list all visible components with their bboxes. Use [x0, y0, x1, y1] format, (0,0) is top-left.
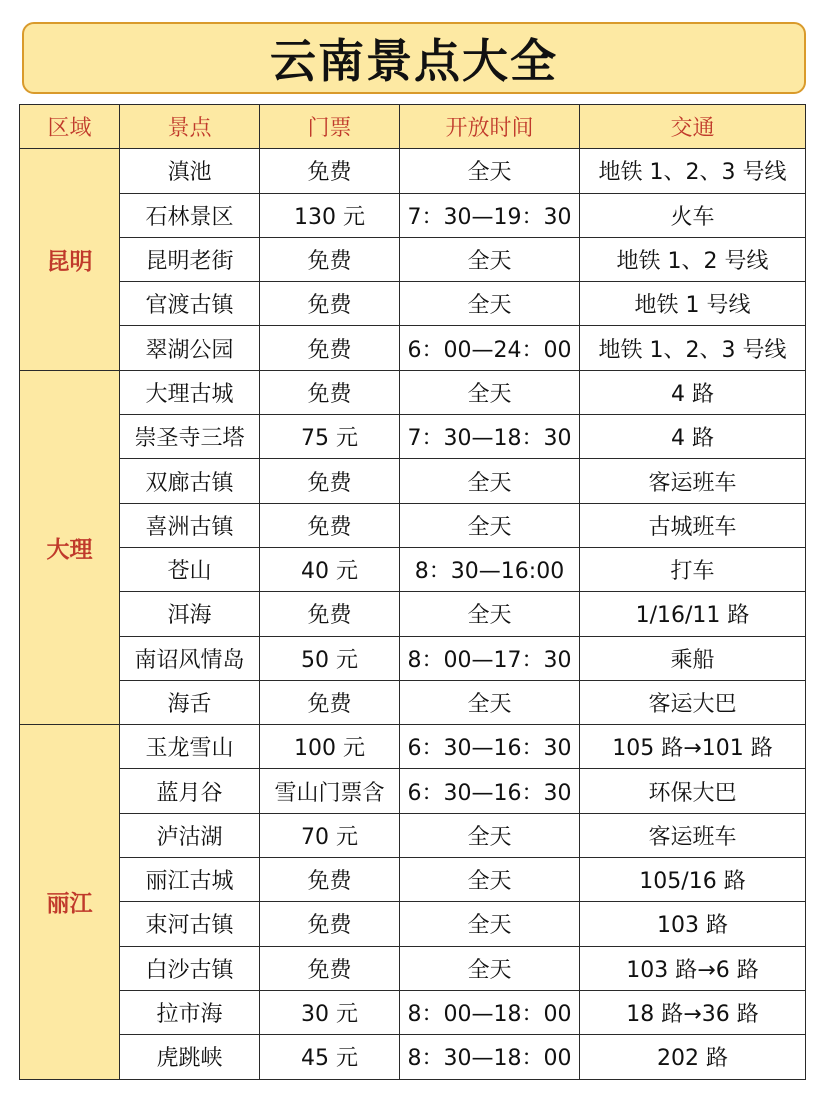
transport-cell: 18 路→36 路 [580, 990, 806, 1034]
attraction-cell: 石林景区 [120, 193, 260, 237]
ticket-cell: 免费 [260, 459, 400, 503]
transport-cell: 环保大巴 [580, 769, 806, 813]
hours-cell: 全天 [400, 370, 580, 414]
transport-cell: 地铁 1 号线 [580, 282, 806, 326]
attraction-cell: 拉市海 [120, 990, 260, 1034]
table-row [20, 149, 806, 193]
attraction-cell: 蓝月谷 [120, 769, 260, 813]
hours-cell: 6：00—24：00 [400, 326, 580, 370]
attraction-cell: 崇圣寺三塔 [120, 415, 260, 459]
hours-cell: 全天 [400, 459, 580, 503]
attraction-cell: 昆明老街 [120, 237, 260, 281]
hours-cell: 全天 [400, 149, 580, 193]
ticket-cell: 30 元 [260, 990, 400, 1034]
hours-cell: 全天 [400, 813, 580, 857]
hours-cell: 全天 [400, 680, 580, 724]
table-row [20, 1035, 806, 1079]
attraction-cell: 喜洲古镇 [120, 503, 260, 547]
transport-cell: 火车 [580, 193, 806, 237]
transport-cell: 客运班车 [580, 813, 806, 857]
hours-cell: 全天 [400, 858, 580, 902]
attraction-cell: 翠湖公园 [120, 326, 260, 370]
attraction-cell: 海舌 [120, 680, 260, 724]
ticket-cell: 免费 [260, 370, 400, 414]
ticket-cell: 免费 [260, 680, 400, 724]
header-ticket: 门票 [260, 105, 400, 149]
hours-cell: 全天 [400, 503, 580, 547]
transport-cell: 打车 [580, 547, 806, 591]
attraction-cell: 泸沽湖 [120, 813, 260, 857]
attraction-cell: 白沙古镇 [120, 946, 260, 990]
table-row [20, 415, 806, 459]
transport-cell: 103 路 [580, 902, 806, 946]
header-transport: 交通 [580, 105, 806, 149]
hours-cell: 6：30—16：30 [400, 725, 580, 769]
ticket-cell: 免费 [260, 282, 400, 326]
hours-cell: 7：30—19：30 [400, 193, 580, 237]
header-row [20, 105, 806, 149]
header-region: 区域 [20, 105, 120, 149]
hours-cell: 全天 [400, 592, 580, 636]
table-row [20, 237, 806, 281]
table-row [20, 680, 806, 724]
hours-cell: 全天 [400, 946, 580, 990]
ticket-cell: 免费 [260, 858, 400, 902]
table-row [20, 282, 806, 326]
table-row [20, 370, 806, 414]
table-row [20, 193, 806, 237]
transport-cell: 客运大巴 [580, 680, 806, 724]
attraction-cell: 官渡古镇 [120, 282, 260, 326]
transport-cell: 105/16 路 [580, 858, 806, 902]
hours-cell: 全天 [400, 902, 580, 946]
table-row [20, 326, 806, 370]
transport-cell: 1/16/11 路 [580, 592, 806, 636]
transport-cell: 103 路→6 路 [580, 946, 806, 990]
table-row [20, 902, 806, 946]
hours-cell: 8：00—17：30 [400, 636, 580, 680]
hours-cell: 8：00—18：00 [400, 990, 580, 1034]
table-row [20, 636, 806, 680]
ticket-cell: 50 元 [260, 636, 400, 680]
table-row [20, 769, 806, 813]
hours-cell: 8：30—16:00 [400, 547, 580, 591]
ticket-cell: 免费 [260, 237, 400, 281]
attraction-cell: 南诏风情岛 [120, 636, 260, 680]
hours-cell: 7：30—18：30 [400, 415, 580, 459]
ticket-cell: 雪山门票含 [260, 769, 400, 813]
ticket-cell: 免费 [260, 503, 400, 547]
table-row [20, 503, 806, 547]
ticket-cell: 40 元 [260, 547, 400, 591]
ticket-cell: 免费 [260, 592, 400, 636]
attraction-cell: 束河古镇 [120, 902, 260, 946]
transport-cell: 古城班车 [580, 503, 806, 547]
ticket-cell: 100 元 [260, 725, 400, 769]
attraction-cell: 苍山 [120, 547, 260, 591]
table-row [20, 725, 806, 769]
ticket-cell: 免费 [260, 946, 400, 990]
ticket-cell: 130 元 [260, 193, 400, 237]
attraction-cell: 虎跳峡 [120, 1035, 260, 1079]
transport-cell: 105 路→101 路 [580, 725, 806, 769]
attraction-cell: 丽江古城 [120, 858, 260, 902]
transport-cell: 地铁 1、2、3 号线 [580, 326, 806, 370]
ticket-cell: 免费 [260, 326, 400, 370]
hours-cell: 全天 [400, 237, 580, 281]
attraction-cell: 双廊古镇 [120, 459, 260, 503]
region-cell: 昆明 [20, 149, 120, 370]
table-row [20, 547, 806, 591]
ticket-cell: 45 元 [260, 1035, 400, 1079]
region-cell: 丽江 [20, 725, 120, 1079]
hours-cell: 8：30—18：00 [400, 1035, 580, 1079]
transport-cell: 地铁 1、2 号线 [580, 237, 806, 281]
table-row [20, 990, 806, 1034]
attraction-cell: 洱海 [120, 592, 260, 636]
ticket-cell: 70 元 [260, 813, 400, 857]
page-title: 云南景点大全 [270, 34, 558, 88]
attraction-cell: 滇池 [120, 149, 260, 193]
transport-cell: 4 路 [580, 370, 806, 414]
transport-cell: 客运班车 [580, 459, 806, 503]
ticket-cell: 75 元 [260, 415, 400, 459]
table-row [20, 592, 806, 636]
region-cell: 大理 [20, 370, 120, 724]
table-row [20, 459, 806, 503]
ticket-cell: 免费 [260, 149, 400, 193]
title-banner [22, 22, 806, 94]
transport-cell: 地铁 1、2、3 号线 [580, 149, 806, 193]
table-row [20, 946, 806, 990]
hours-cell: 全天 [400, 282, 580, 326]
ticket-cell: 免费 [260, 902, 400, 946]
transport-cell: 乘船 [580, 636, 806, 680]
attractions-table [19, 104, 806, 1080]
attraction-cell: 大理古城 [120, 370, 260, 414]
table-row [20, 858, 806, 902]
table-body [20, 149, 806, 1079]
attraction-cell: 玉龙雪山 [120, 725, 260, 769]
hours-cell: 6：30—16：30 [400, 769, 580, 813]
table-row [20, 813, 806, 857]
transport-cell: 202 路 [580, 1035, 806, 1079]
header-attraction: 景点 [120, 105, 260, 149]
header-hours: 开放时间 [400, 105, 580, 149]
transport-cell: 4 路 [580, 415, 806, 459]
